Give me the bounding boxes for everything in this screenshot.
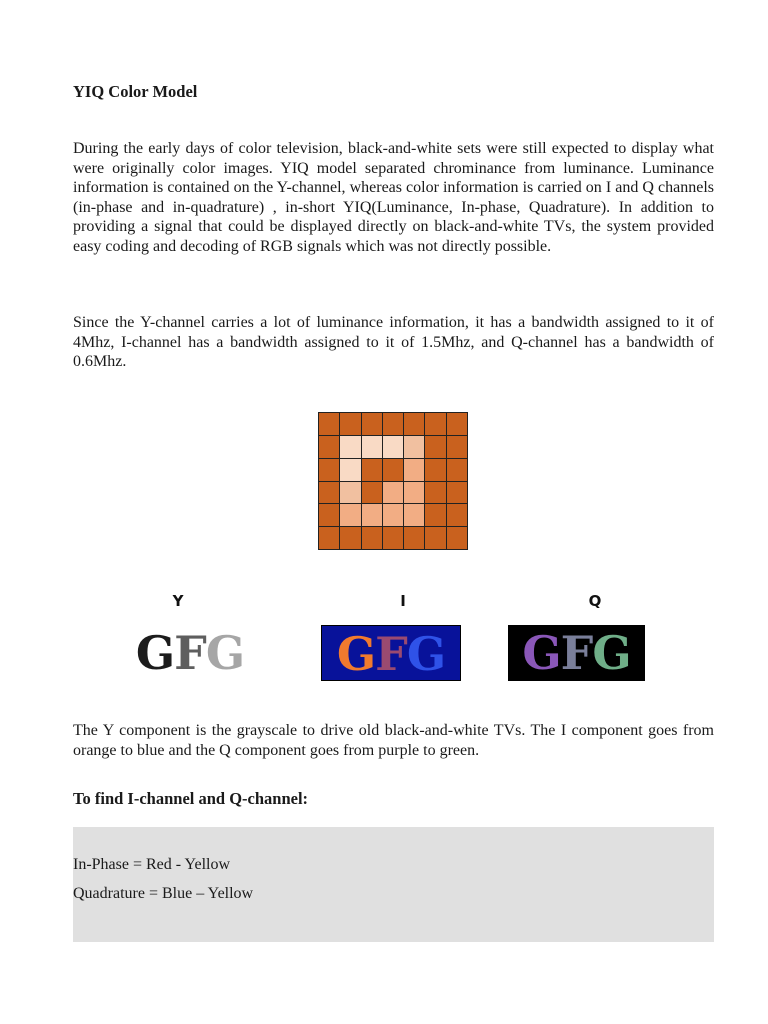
pixel-grid-image [318,412,468,550]
grid-cell [425,413,445,435]
grid-cell [340,527,360,549]
grid-cell [425,436,445,458]
grid-cell [319,482,339,504]
i-channel-image [321,625,461,681]
grid-cell [383,459,403,481]
grid-cell [362,413,382,435]
grid-cell [447,504,467,526]
grid-cell [404,482,424,504]
grid-cell [319,436,339,458]
y-channel-image [120,625,260,681]
grid-cell [362,504,382,526]
grid-cell [340,504,360,526]
grid-cell [362,527,382,549]
grid-cell [362,482,382,504]
q-channel-image [508,625,645,681]
y-letter-1: G [135,626,175,680]
grid-cell [425,459,445,481]
y-letter-2: F [174,626,206,680]
grid-cell [383,482,403,504]
q-letter-3: G [592,626,631,680]
grid-cell [319,527,339,549]
i-letter-2: F [375,627,407,681]
grid-cell [383,527,403,549]
grid-cell [404,436,424,458]
grid-cell [340,436,360,458]
q-letter-2: F [560,626,593,680]
q-letter-1: G [522,626,561,680]
i-channel-label: I [400,592,406,610]
components-paragraph: The Y component is the grayscale to drive old black-and-white TVs. The I component goes from orange to blue and the Q component goes from purple to green. [73,722,714,759]
grid-cell [447,527,467,549]
q-channel-label: Q [588,592,602,610]
grid-cell [404,527,424,549]
grid-cell [447,482,467,504]
grid-cell [319,413,339,435]
grid-cell [447,413,467,435]
grid-cell [404,504,424,526]
grid-cell [383,504,403,526]
page-title: YIQ Color Model [73,82,198,101]
formula-box [73,827,714,942]
grid-cell [425,482,445,504]
grid-cell [362,436,382,458]
i-letter-3: G [406,627,446,681]
grid-cell [404,413,424,435]
y-channel-label: Y [172,592,184,610]
i-letter-1: G [336,627,376,681]
intro-paragraph: During the early days of color television, black-and-white sets were still expected to display what were originally color images. YIQ model separated chrominance from luminance. Luminance information is contained on the Y-channel, whereas color information is carried on I and Q channels (in-phase and in-quadrature) , in-short YIQ(Luminance, In-phase, Quadrature). In addition to providing a signal that could be displayed directly on black-and-white TVs, the system provided easy coding and decoding of RGB signals which was not directly possible. [73,140,714,255]
grid-cell [425,527,445,549]
grid-cell [362,459,382,481]
grid-cell [340,459,360,481]
bandwidth-paragraph: Since the Y-channel carries a lot of luminance information, it has a bandwidth assigned to it of 4Mhz, I-channel has a bandwidth assigned to it of 1.5Mhz, and Q-channel has a bandwidth of 0.6Mhz. [73,314,714,370]
grid-cell [404,459,424,481]
grid-cell [340,413,360,435]
grid-cell [425,504,445,526]
y-letter-3: G [205,626,245,680]
in-phase-formula: In-Phase = Red - Yellow [73,856,231,873]
grid-cell [340,482,360,504]
grid-cell [447,459,467,481]
grid-cell [319,504,339,526]
grid-cell [383,413,403,435]
grid-cell [447,436,467,458]
grid-cell [319,459,339,481]
quadrature-formula: Quadrature = Blue – Yellow [73,885,254,902]
find-channels-heading: To find I-channel and Q-channel: [73,789,309,808]
grid-cell [383,436,403,458]
